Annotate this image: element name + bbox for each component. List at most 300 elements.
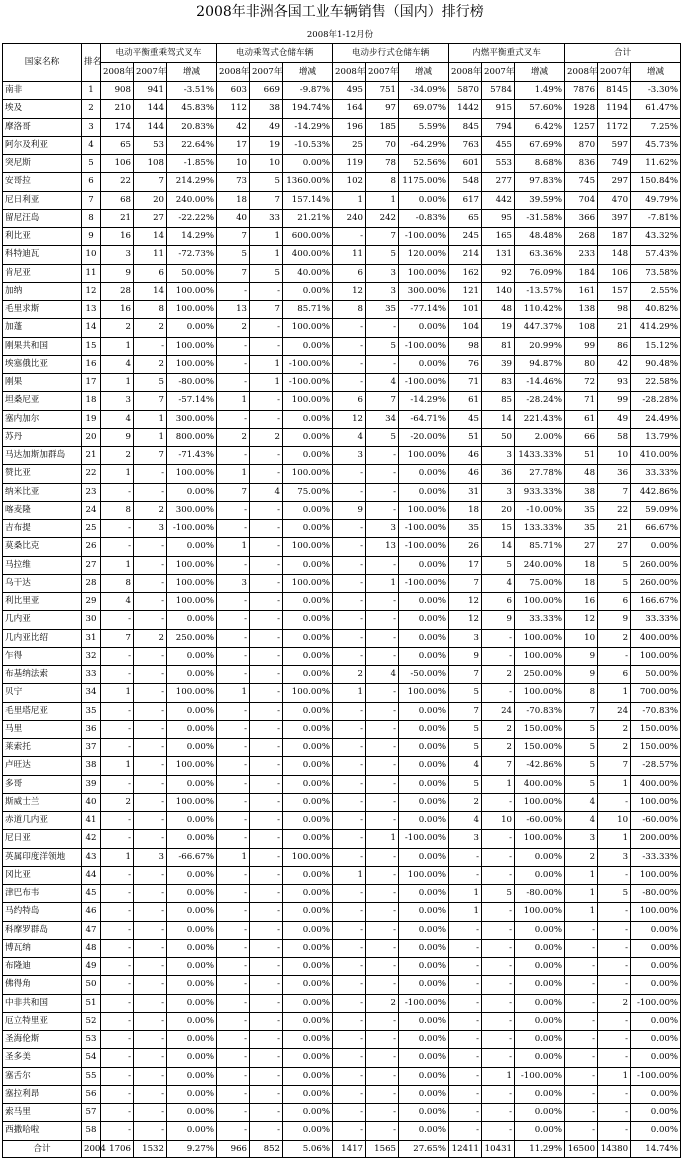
cell-total-2007: 10 [598,447,631,465]
cell-erw-change: 600.00% [283,228,333,246]
cell-erw-2008: 7 [217,264,250,282]
cell-erw-2008: - [217,666,250,684]
table-row [3,173,681,191]
cell-total-2007: - [598,647,631,665]
cell-ecb-change: 0.00% [167,611,217,629]
cell-total-2007: 749 [598,155,631,173]
cell-erw-change: 0.00% [283,793,333,811]
cell-total-change: 2.55% [631,282,681,300]
cell-ecb-2007: - [134,921,167,939]
cell-ecb-change: 0.00% [167,885,217,903]
cell-total-2008: 161 [565,282,598,300]
cell-eww-change: 0.00% [399,1104,449,1122]
cell-total-2008: - [565,1031,598,1049]
cell-ic-change: -80.00% [515,885,565,903]
cell-ecb-change: -71.43% [167,447,217,465]
cell-rank: 25 [82,520,101,538]
cell-total-2007: 2 [598,629,631,647]
cell-erw-2007: - [250,939,283,957]
cell-ic-2007: 3 [482,447,515,465]
cell-total-2008: - [565,921,598,939]
cell-ecb-change: 0.00% [167,921,217,939]
cell-country: 津巴布韦 [3,885,82,903]
cell-rank: 26 [82,538,101,556]
cell-ic-2007: 83 [482,374,515,392]
cell-eww-change: 0.00% [399,958,449,976]
cell-erw-2007: - [250,1104,283,1122]
cell-ic-2007: 2 [482,739,515,757]
cell-country: 厄立特里亚 [3,1012,82,1030]
cell-eww-2007: - [366,921,399,939]
cell-ic-2007: - [482,1122,515,1140]
cell-ecb-change: 100.00% [167,593,217,611]
cell-total-change: 442.86% [631,483,681,501]
cell-eww-2008: - [333,556,366,574]
cell-erw-2007: - [250,739,283,757]
cell-total-2008: 72 [565,374,598,392]
cell-ecb-2008: 7 [101,629,134,647]
cell-eww-change: 0.00% [399,647,449,665]
cell-erw-2008: - [217,1049,250,1067]
cell-erw-2008: - [217,629,250,647]
table-row [3,1031,681,1049]
cell-ecb-2008: - [101,611,134,629]
cell-ic-2007: 3 [482,483,515,501]
cell-total-2007: 27 [598,538,631,556]
table-row [3,574,681,592]
cell-ecb-2007: 144 [134,118,167,136]
cell-ecb-change: 100.00% [167,574,217,592]
cell-total-2008: 108 [565,319,598,337]
cell-ecb-2008: 22 [101,173,134,191]
table-row [3,355,681,373]
table-row [3,739,681,757]
table-row [3,1085,681,1103]
cell-ic-change: 447.37% [515,319,565,337]
cell-country: 留尼汪岛 [3,209,82,227]
cell-total-2008: 3 [565,830,598,848]
cell-erw-2008: 2 [217,319,250,337]
cell-ic-2008: 17 [449,556,482,574]
cell-erw-2008: 73 [217,173,250,191]
cell-country: 阿尔及利亚 [3,136,82,154]
cell-erw-2008: 603 [217,82,250,100]
cell-ecb-2007: - [134,1049,167,1067]
cell-total-2008: 10 [565,629,598,647]
cell-ecb-change: 0.00% [167,1122,217,1140]
cell-country: 科特迪瓦 [3,246,82,264]
cell-ic-2007: 165 [482,228,515,246]
cell-rank: 12 [82,282,101,300]
cell-ic-2008: - [449,939,482,957]
cell-country: 马拉维 [3,556,82,574]
cell-ecb-2008: 908 [101,82,134,100]
cell-rank: 17 [82,374,101,392]
cell-total-change: 410.00% [631,447,681,465]
cell-total-2008: 5 [565,720,598,738]
cell-ecb-2008: 1 [101,848,134,866]
cell-eww-2007: - [366,593,399,611]
cell-ecb-2008: 1 [101,465,134,483]
cell-ic-2008: 51 [449,428,482,446]
table-row [3,118,681,136]
cell-eww-2008: - [333,337,366,355]
cell-total-2008: 138 [565,301,598,319]
cell-erw-2007: - [250,447,283,465]
cell-eww-2008: 240 [333,209,366,227]
cell-ecb-change: 22.64% [167,136,217,154]
cell-ecb-change: -1.85% [167,155,217,173]
total-cell-rank: 2004 [82,1140,101,1157]
table-row [3,465,681,483]
cell-total-2007: 86 [598,337,631,355]
cell-eww-change: 52.56% [399,155,449,173]
cell-erw-change: 0.00% [283,866,333,884]
table-row [3,666,681,684]
cell-erw-change: 0.00% [283,501,333,519]
cell-erw-change: 0.00% [283,556,333,574]
header-change: 增减 [167,63,217,82]
cell-ecb-change: 0.00% [167,1085,217,1103]
cell-erw-2007: - [250,793,283,811]
table-row [3,428,681,446]
cell-eww-change: 69.07% [399,100,449,118]
cell-erw-2008: - [217,593,250,611]
cell-ic-2007: 81 [482,337,515,355]
cell-ecb-2008: - [101,538,134,556]
cell-erw-2007: - [250,1085,283,1103]
cell-total-2007: 6 [598,666,631,684]
cell-ic-2007: 15 [482,520,515,538]
cell-ic-2008: - [449,976,482,994]
cell-total-change: 73.58% [631,264,681,282]
cell-total-2007: 36 [598,465,631,483]
cell-erw-2007: 38 [250,100,283,118]
cell-ic-2008: 214 [449,246,482,264]
cell-eww-2007: - [366,1012,399,1030]
cell-erw-change: 0.00% [283,1049,333,1067]
cell-erw-2008: - [217,1012,250,1030]
cell-ic-change: 67.69% [515,136,565,154]
total-cell-eww-2008: 1417 [333,1140,366,1157]
cell-country: 南非 [3,82,82,100]
cell-rank: 30 [82,611,101,629]
cell-total-change: 90.48% [631,355,681,373]
cell-total-2007: - [598,1031,631,1049]
cell-erw-change: 0.00% [283,428,333,446]
total-cell-erw-change: 5.06% [283,1140,333,1157]
cell-total-2007: 21 [598,319,631,337]
cell-ic-2008: - [449,848,482,866]
cell-ecb-2008: - [101,647,134,665]
cell-erw-2008: 1 [217,848,250,866]
total-cell-ic-2007: 10431 [482,1140,515,1157]
cell-ic-change: 33.33% [515,611,565,629]
cell-rank: 57 [82,1104,101,1122]
total-cell-total-2008: 16500 [565,1140,598,1157]
cell-eww-2007: - [366,885,399,903]
table-row [3,191,681,209]
cell-erw-change: -9.87% [283,82,333,100]
cell-country: 佛得角 [3,976,82,994]
cell-rank: 31 [82,629,101,647]
cell-ic-2008: - [449,958,482,976]
cell-ic-change: 6.42% [515,118,565,136]
cell-eww-change: 0.00% [399,739,449,757]
cell-eww-change: 100.00% [399,447,449,465]
cell-ecb-2007: - [134,775,167,793]
cell-ic-change: -31.58% [515,209,565,227]
cell-ecb-change: 214.29% [167,173,217,191]
cell-ecb-2007: - [134,885,167,903]
cell-country: 毛里求斯 [3,301,82,319]
cell-total-2007: 397 [598,209,631,227]
cell-total-2008: 704 [565,191,598,209]
cell-erw-change: 100.00% [283,319,333,337]
cell-erw-2007: 33 [250,209,283,227]
cell-eww-2008: - [333,1104,366,1122]
cell-ic-change: 0.00% [515,866,565,884]
cell-total-change: 33.33% [631,611,681,629]
cell-erw-2008: - [217,994,250,1012]
cell-erw-2007: - [250,465,283,483]
cell-erw-2007: - [250,629,283,647]
cell-ic-2008: 3 [449,629,482,647]
cell-erw-change: 100.00% [283,574,333,592]
cell-eww-change: 100.00% [399,264,449,282]
cell-ecb-2007: 3 [134,848,167,866]
cell-ecb-change: 0.00% [167,812,217,830]
cell-ecb-change: 0.00% [167,939,217,957]
cell-erw-2007: 7 [250,191,283,209]
cell-ic-2008: 5870 [449,82,482,100]
cell-ic-change: 8.68% [515,155,565,173]
cell-ic-2008: - [449,1012,482,1030]
cell-eww-change: -77.14% [399,301,449,319]
cell-ic-2007: 2 [482,720,515,738]
cell-eww-2008: - [333,319,366,337]
cell-ic-change: 57.60% [515,100,565,118]
cell-total-change: -28.28% [631,392,681,410]
cell-ecb-change: 0.00% [167,666,217,684]
cell-erw-2008: - [217,520,250,538]
cell-ic-2008: 1442 [449,100,482,118]
cell-ic-2008: - [449,921,482,939]
cell-eww-change: 0.00% [399,191,449,209]
cell-total-change: 100.00% [631,793,681,811]
cell-ecb-2007: 3 [134,520,167,538]
cell-eww-2007: 3 [366,520,399,538]
cell-erw-2007: - [250,647,283,665]
cell-country: 冈比亚 [3,866,82,884]
cell-ecb-2007: - [134,1122,167,1140]
cell-rank: 47 [82,921,101,939]
cell-ic-2008: 76 [449,355,482,373]
cell-ic-2007: 10 [482,812,515,830]
cell-eww-2008: - [333,647,366,665]
cell-ecb-change: -100.00% [167,520,217,538]
cell-erw-2007: 1 [250,355,283,373]
cell-rank: 10 [82,246,101,264]
cell-total-2008: - [565,1085,598,1103]
cell-country: 博瓦纳 [3,939,82,957]
cell-eww-change: -100.00% [399,538,449,556]
cell-ecb-2007: - [134,812,167,830]
cell-ic-change: -70.83% [515,702,565,720]
cell-ecb-2008: 210 [101,100,134,118]
cell-eww-2008: - [333,611,366,629]
cell-eww-change: 0.00% [399,1049,449,1067]
table-row [3,812,681,830]
cell-eww-2008: - [333,1067,366,1085]
cell-total-2008: 7 [565,702,598,720]
table-row [3,830,681,848]
cell-erw-2008: - [217,939,250,957]
cell-rank: 3 [82,118,101,136]
cell-erw-change: 0.00% [283,282,333,300]
cell-ic-change: 1.49% [515,82,565,100]
cell-rank: 7 [82,191,101,209]
cell-eww-2008: - [333,1012,366,1030]
cell-ic-change: 0.00% [515,1031,565,1049]
cell-ic-2008: 101 [449,301,482,319]
cell-total-change: 0.00% [631,921,681,939]
cell-ic-2008: 162 [449,264,482,282]
cell-ecb-2007: - [134,574,167,592]
cell-erw-change: 0.00% [283,611,333,629]
cell-country: 毛里塔尼亚 [3,702,82,720]
cell-ic-change: 100.00% [515,629,565,647]
cell-ecb-2007: 1 [134,410,167,428]
cell-country: 索马里 [3,1104,82,1122]
cell-erw-2008: - [217,775,250,793]
cell-eww-change: 0.00% [399,885,449,903]
cell-ic-2007: - [482,830,515,848]
cell-rank: 13 [82,301,101,319]
cell-total-change: -3.30% [631,82,681,100]
cell-ecb-change: 0.00% [167,483,217,501]
table-row [3,976,681,994]
cell-erw-2008: - [217,958,250,976]
cell-ecb-2008: - [101,958,134,976]
cell-rank: 2 [82,100,101,118]
cell-country: 利比里亚 [3,593,82,611]
cell-total-2007: 297 [598,173,631,191]
cell-total-2007: 5 [598,556,631,574]
cell-erw-2008: 5 [217,246,250,264]
cell-ic-2008: 4 [449,812,482,830]
cell-eww-2008: 25 [333,136,366,154]
cell-eww-2007: 1 [366,191,399,209]
cell-erw-2007: - [250,1067,283,1085]
cell-ecb-2008: - [101,1067,134,1085]
cell-ic-2007: 794 [482,118,515,136]
cell-erw-2007: 5 [250,264,283,282]
cell-eww-2008: 119 [333,155,366,173]
header-2007: 2007年 [598,63,631,82]
cell-erw-change: 0.00% [283,903,333,921]
cell-ic-2007: 14 [482,538,515,556]
cell-total-change: 24.49% [631,410,681,428]
cell-eww-change: 1175.00% [399,173,449,191]
cell-rank: 44 [82,866,101,884]
cell-total-2007: - [598,1122,631,1140]
cell-ecb-2007: 7 [134,392,167,410]
cell-ic-change: 150.00% [515,739,565,757]
cell-ecb-change: 100.00% [167,355,217,373]
cell-erw-change: 157.14% [283,191,333,209]
cell-rank: 55 [82,1067,101,1085]
cell-eww-2007: - [366,939,399,957]
cell-ecb-2008: 2 [101,793,134,811]
cell-ecb-2007: 53 [134,136,167,154]
cell-eww-change: -100.00% [399,574,449,592]
cell-eww-2008: - [333,793,366,811]
cell-ecb-2007: 6 [134,264,167,282]
table-row [3,848,681,866]
cell-total-change: 49.79% [631,191,681,209]
cell-eww-2007: 97 [366,100,399,118]
cell-country: 加纳 [3,282,82,300]
cell-eww-2007: 5 [366,428,399,446]
cell-ic-change: -14.46% [515,374,565,392]
cell-erw-2007: 4 [250,483,283,501]
cell-eww-2008: 495 [333,82,366,100]
cell-total-change: 166.67% [631,593,681,611]
cell-ecb-2007: - [134,465,167,483]
cell-eww-2008: 2 [333,666,366,684]
cell-erw-2008: - [217,720,250,738]
cell-eww-change: 0.00% [399,848,449,866]
cell-erw-2008: 3 [217,574,250,592]
cell-ecb-change: 0.00% [167,866,217,884]
cell-eww-2008: 1 [333,191,366,209]
cell-total-change: 11.62% [631,155,681,173]
cell-ic-2008: 845 [449,118,482,136]
cell-eww-2007: - [366,958,399,976]
cell-eww-2007: - [366,465,399,483]
cell-total-2007: 1172 [598,118,631,136]
cell-eww-2007: 7 [366,392,399,410]
cell-eww-2008: - [333,374,366,392]
cell-erw-2008: 1 [217,465,250,483]
cell-ic-2008: 5 [449,775,482,793]
cell-ic-2007: - [482,1031,515,1049]
header-2008: 2008年 [217,63,250,82]
cell-total-change: 0.00% [631,958,681,976]
cell-erw-2007: - [250,1049,283,1067]
cell-ecb-change: -80.00% [167,374,217,392]
cell-ic-2008: - [449,994,482,1012]
table-row [3,301,681,319]
cell-ic-2007: - [482,647,515,665]
cell-eww-2007: 7 [366,228,399,246]
cell-eww-2007: 3 [366,264,399,282]
cell-total-2008: 8 [565,684,598,702]
cell-ic-2007: 92 [482,264,515,282]
table-row [3,136,681,154]
cell-total-2007: 8145 [598,82,631,100]
cell-eww-change: 0.00% [399,611,449,629]
cell-total-2007: 58 [598,428,631,446]
cell-eww-2008: - [333,830,366,848]
cell-ecb-change: 0.00% [167,830,217,848]
cell-eww-change: 100.00% [399,684,449,702]
cell-eww-2008: - [333,848,366,866]
cell-ecb-2007: 11 [134,246,167,264]
cell-country: 中非共和国 [3,994,82,1012]
cell-ic-2007: - [482,903,515,921]
